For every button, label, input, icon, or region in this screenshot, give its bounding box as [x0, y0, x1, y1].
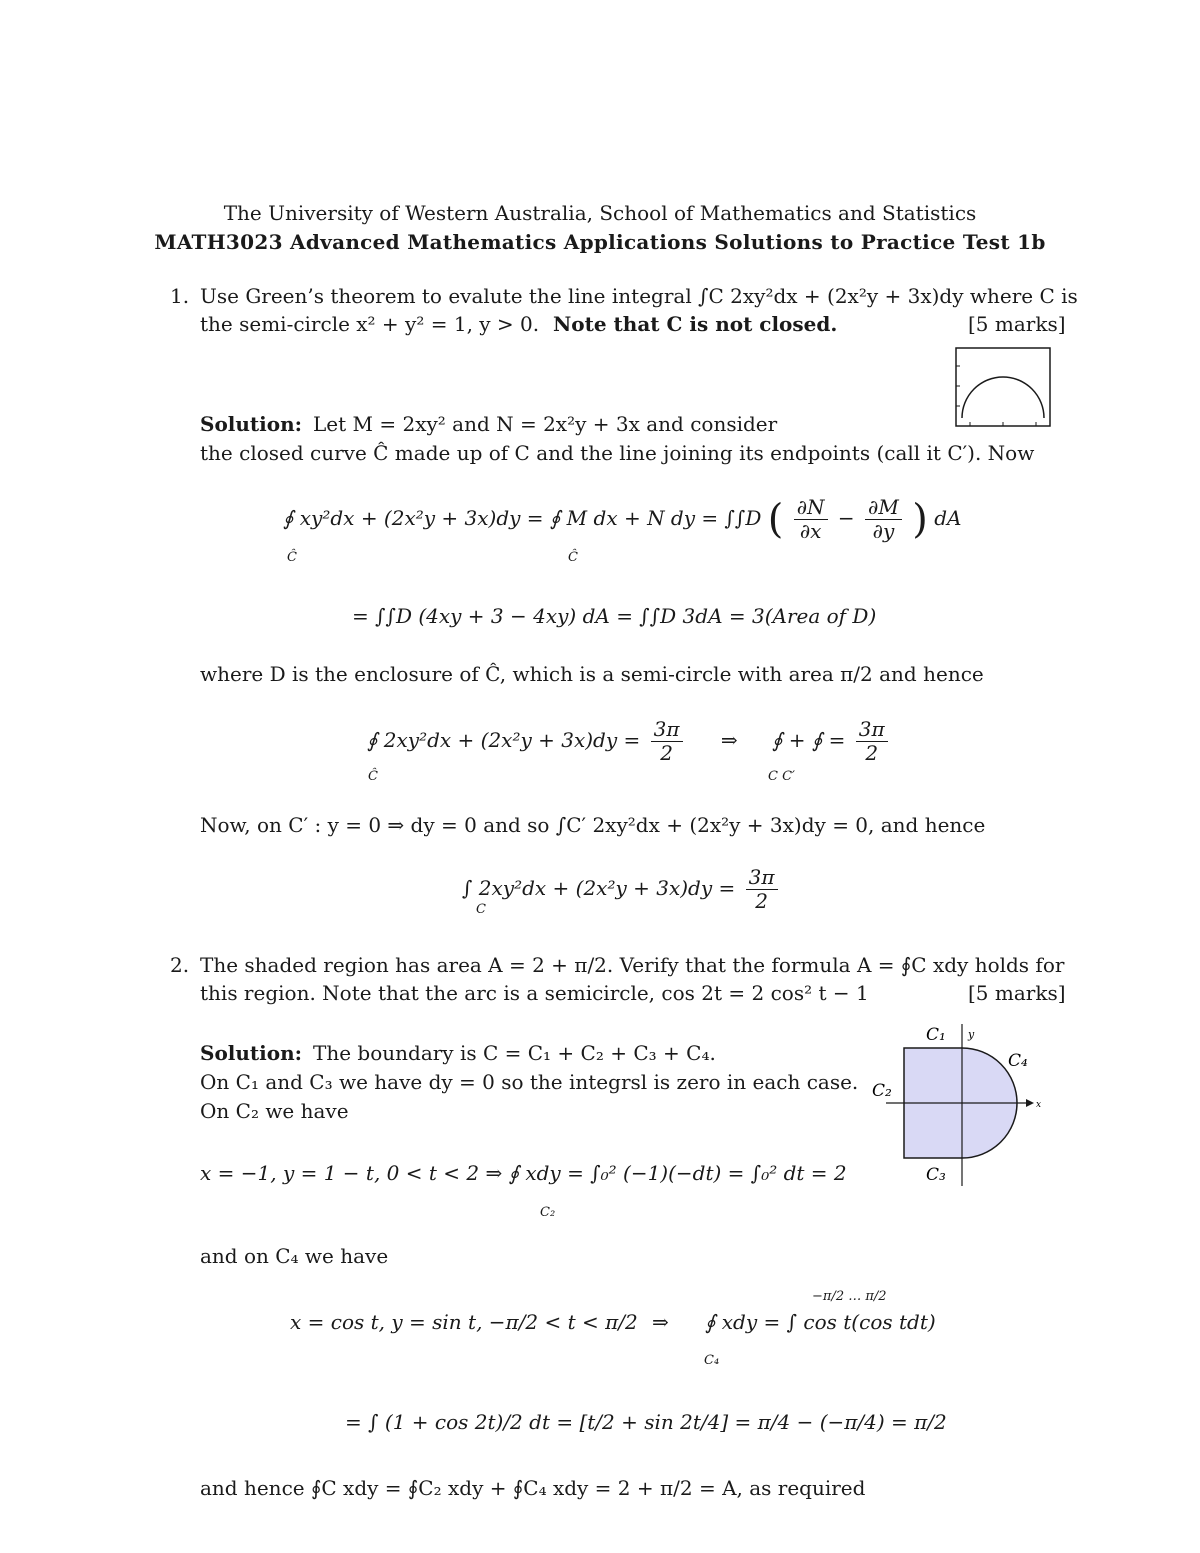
- q1-line1: Use Green’s theorem to evalute the line integral ∫C 2xy²dx + (2x²y + 3x)dy where C is: [200, 284, 1078, 308]
- q1-equation-3: ∮ 2xy²dx + (2x²y + 3x)dy = $\frac{3\pi}{2}$ ⇒ ∮ + ∮ = $\frac{3\pi}{2}$: [367, 718, 892, 765]
- q2-equation-6-lhs: x = cos t, y = sin t, −π/2 < t < π/2: [290, 1310, 638, 1334]
- q2-line1: The shaded region has area A = 2 + π/2. Verify that the formula A = ∮C xdy holds for: [200, 953, 1065, 977]
- c1-label: C₁: [926, 1025, 946, 1045]
- q2-solution-line1: The boundary is C = C₁ + C₂ + C₃ + C₄.: [313, 1041, 716, 1065]
- q2-equation-5: x = −1, y = 1 − t, 0 < t < 2 ⇒ ∮ xdy = ∫₀² (−1)(−dt) = ∫₀² dt = 2: [200, 1161, 847, 1185]
- q2-eq6-limits: −π/2 … π/2: [812, 1289, 887, 1304]
- plot-frame: [956, 348, 1050, 426]
- c3-label: C₃: [926, 1165, 946, 1185]
- c2-label: C₂: [872, 1081, 892, 1101]
- q1-eq3-sub-2: C C′: [768, 769, 795, 784]
- q1-eq3-sub: Ĉ: [368, 769, 378, 784]
- q1-solution-label: Solution:: [200, 412, 303, 436]
- course-title: MATH3023 Advanced Mathematics Applications Solutions to Practice Test 1b: [154, 230, 1046, 254]
- c4-label: C₄: [1008, 1051, 1028, 1071]
- q1-solution-line1: Let M = 2xy² and N = 2x²y + 3x and consider: [313, 412, 778, 436]
- q2-conclusion: and hence ∮C xdy = ∮C₂ xdy + ∮C₄ xdy = 2 + π/2 = A, as required: [200, 1476, 866, 1500]
- semicircle-curve: [962, 377, 1044, 418]
- x-axis-label: x: [1036, 1100, 1042, 1110]
- q1-marks: [5 marks]: [968, 312, 1066, 336]
- x-axis-arrow-icon: [1026, 1099, 1034, 1107]
- q1-now-text: Now, on C′ : y = 0 ⇒ dy = 0 and so ∫C′ 2xy²dx + (2x²y + 3x)dy = 0, and hence: [200, 813, 986, 837]
- q1-equation-1: ∮ xy²dx + (2x²y + 3x)dy = ∮ M dx + N dy = ∫∫D ( $\frac{\partial N}{\partial x}$ − $\frac{\partial M}{\partial y}$ ) dA: [283, 495, 962, 543]
- q1-equation-4: ∫ 2xy²dx + (2x²y + 3x)dy = $\frac{3\pi}{2}$: [462, 866, 782, 913]
- q2-equation-7: = ∫ (1 + cos 2t)/2 dt = [t/2 + sin 2t/4] = π/4 − (−π/4) = π/2: [345, 1410, 947, 1434]
- y-axis-label: y: [968, 1028, 975, 1041]
- q1-line2: the semi-circle x² + y² = 1, y > 0.: [200, 312, 540, 336]
- q1-eq1-sub-2: Ĉ: [568, 550, 578, 565]
- q1-eq4-sub: C: [476, 902, 486, 917]
- q1-eq1-sub-1: Ĉ: [287, 550, 297, 565]
- q2-eq6-sub: C₄: [704, 1353, 720, 1368]
- q1-solution-line2: the closed curve Ĉ made up of C and the line joining its endpoints (call it C′). Now: [200, 441, 1035, 465]
- q2-equation-6-implies: ⇒: [652, 1310, 669, 1334]
- q2-number: 2.: [170, 953, 190, 977]
- q2-eq5-sub: C₂: [540, 1205, 556, 1220]
- q2-line2: this region. Note that the arc is a semicircle, cos 2t = 2 cos² t − 1: [200, 981, 869, 1005]
- q1-note: Note that C is not closed.: [553, 312, 838, 336]
- region-figure: [866, 1016, 1052, 1192]
- q1-number: 1.: [170, 284, 190, 308]
- q2-and-c4: and on C₄ we have: [200, 1244, 389, 1268]
- q2-solution-line3: On C₂ we have: [200, 1099, 349, 1123]
- q1-where-text: where D is the enclosure of Ĉ, which is a semi-circle with area π/2 and hence: [200, 662, 984, 686]
- q2-equation-6-rhs: ∮ xdy = ∫ cos t(cos tdt): [705, 1310, 936, 1334]
- semicircle-plot-figure: [940, 344, 1056, 432]
- q2-solution-label: Solution:: [200, 1041, 303, 1065]
- university-header: The University of Western Australia, School of Mathematics and Statistics: [223, 201, 977, 225]
- q2-solution-line2: On C₁ and C₃ we have dy = 0 so the integrsl is zero in each case.: [200, 1070, 859, 1094]
- q1-equation-2: = ∫∫D (4xy + 3 − 4xy) dA = ∫∫D 3dA = 3(Area of D): [352, 604, 877, 628]
- q2-marks: [5 marks]: [968, 981, 1066, 1005]
